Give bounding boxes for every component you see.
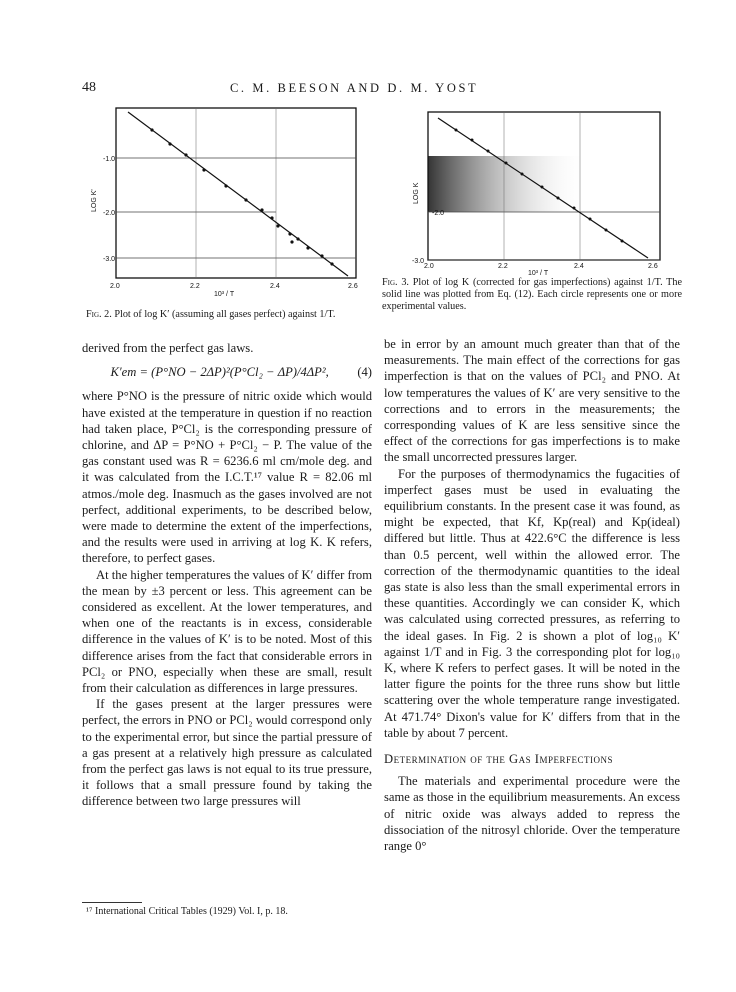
fig3-xtick: 2.6 — [648, 263, 658, 270]
fig2-ylabel: LOG K' — [91, 189, 98, 212]
running-head: C. M. BEESON AND D. M. YOST — [230, 81, 479, 95]
paragraph: be in error by an amount much greater than that of the measurements. The main effect of the corrections for gas imperfection is that on the values of PCl₂ and PNO. At low temperatures the values of K′ are very sensitive to the corrections and to errors in the measurements; the corresponding values of K are less sensitive since the effect of the corrections for gas imperfections is to make the small uncorrected pressures larger. — [384, 337, 680, 465]
section-heading: Determination of the Gas Imperfections — [384, 752, 613, 767]
fig2-ytick: -3.0 — [103, 256, 116, 263]
fig2-ytick: -2.0 — [103, 210, 116, 217]
paragraph: The materials and experimental procedure were the same as those in the equilibrium measurements. An excess of nitric oxide was always added to repress the dissociation of the nitrosyl chloride. Over the temperature range 0° — [384, 774, 680, 854]
right-column — [384, 336, 680, 854]
fig2-xlabel: 10³ / T — [214, 291, 235, 298]
fig3-xtick: 2.0 — [424, 263, 434, 270]
left-column — [82, 340, 372, 810]
fig2-ytick: -1.0 — [103, 156, 116, 163]
paragraph: At the higher temperatures the values of K′ differ from the mean by ±3 percent or less. This agreement can be considered as excellent. At the lower temperatures, and when one of the reactants is in excess, considerable difference in the values of K′ is to be noted. Most of this difference arises from the fact that considerable errors in PCl₂ or PNO, especially when these are small, result from their calculation as differences in large pressures. — [82, 567, 372, 696]
paragraph: If the gases present at the larger pressures were perfect, the errors in PNO or PCl₂ would correspond only to the experimental error, but since the partial pressure of a gas present at a relatively high pressure as calculated from the perfect gas laws is not equal to its true pressure, it follows that a small pressure found by taking the difference between two large pressures will — [82, 697, 372, 809]
figure-3 — [408, 104, 668, 276]
paragraph: For the purposes of thermodynamics the fugacities of imperfect gases must be used in evaluating the equilibrium constants. In the present case it was found, as might be expected, that Kf, Kp(real) and Kp(ideal) differed but little. Thus at 422.6°C the difference is less than 0.5 percent, well within the allowed error. The correction of the thermodynamic quantities to the ideal gas state is also less than the small experimental errors in these quantities. Accordingly we can consider K, which was calculated using corrected pressures, as referring to the ideal gases. In Fig. 2 is shown a plot of log₁₀ K′ against 1/T and in Fig. 3 the corresponding plot for log₁₀ K, where K refers to perfect gases. It will be noted in the latter figure the points for the three runs show but little scattering over the whole temperature range investigated. At 471.74° Dixon's value for K′ differs from that in the table by about 7 percent. — [384, 466, 680, 740]
fig3-xtick: 2.4 — [574, 263, 584, 270]
fig3-xtick: 2.2 — [498, 263, 508, 270]
paragraph: derived from the perfect gas laws. — [82, 341, 254, 355]
paragraph: where P°NO is the pressure of nitric oxide which would have existed at the temperature in question if no reaction had taken place, P°Cl₂ is the corresponding pressure of chlorine, and ΔP = P°NO + P°Cl₂ − P. The value of the gas constant used was R = 6236.6 ml cm/mole deg. and it was calculated from the I.C.T.¹⁷ value R = 82.06 ml atmos./mole deg. Inasmuch as the gases involved are not perfect, additional experiments, to be described below, were made to determine the extent of the imperfections, and the results were used in arriving at log K. K refers, therefore, to perfect gases. — [82, 389, 372, 566]
fig3-ytick: -3.0 — [412, 258, 425, 265]
fig3-ytick: -2.0 — [432, 210, 445, 217]
footnote-rule — [82, 902, 142, 903]
page-number: 48 — [82, 80, 96, 95]
equation-4: K′em = (P°NO − 2ΔP)²(P°Cl₂ − ΔP)/4ΔP², (4) — [110, 365, 372, 380]
fig2-xtick: 2.4 — [270, 283, 280, 290]
fig2-caption: Fig. 2. Plot of log K′ (assuming all gases perfect) against 1/T. — [86, 309, 336, 320]
fig3-ylabel: LOG K — [413, 182, 420, 204]
figure-2 — [86, 100, 366, 300]
fig3-caption: Fig. 3. Plot of log K (corrected for gas imperfections) against 1/T. The solid line was plotted from Eq. (12). Each circle represents one or more experimental values. — [382, 277, 683, 312]
fig3-xlabel: 10³ / T — [528, 270, 549, 276]
fig2-xtick: 2.0 — [110, 283, 120, 290]
fig2-xtick: 2.6 — [348, 283, 358, 290]
footnote: ¹⁷ International Critical Tables (1929) Vol. I, p. 18. — [86, 906, 288, 917]
fig2-xtick: 2.2 — [190, 283, 200, 290]
